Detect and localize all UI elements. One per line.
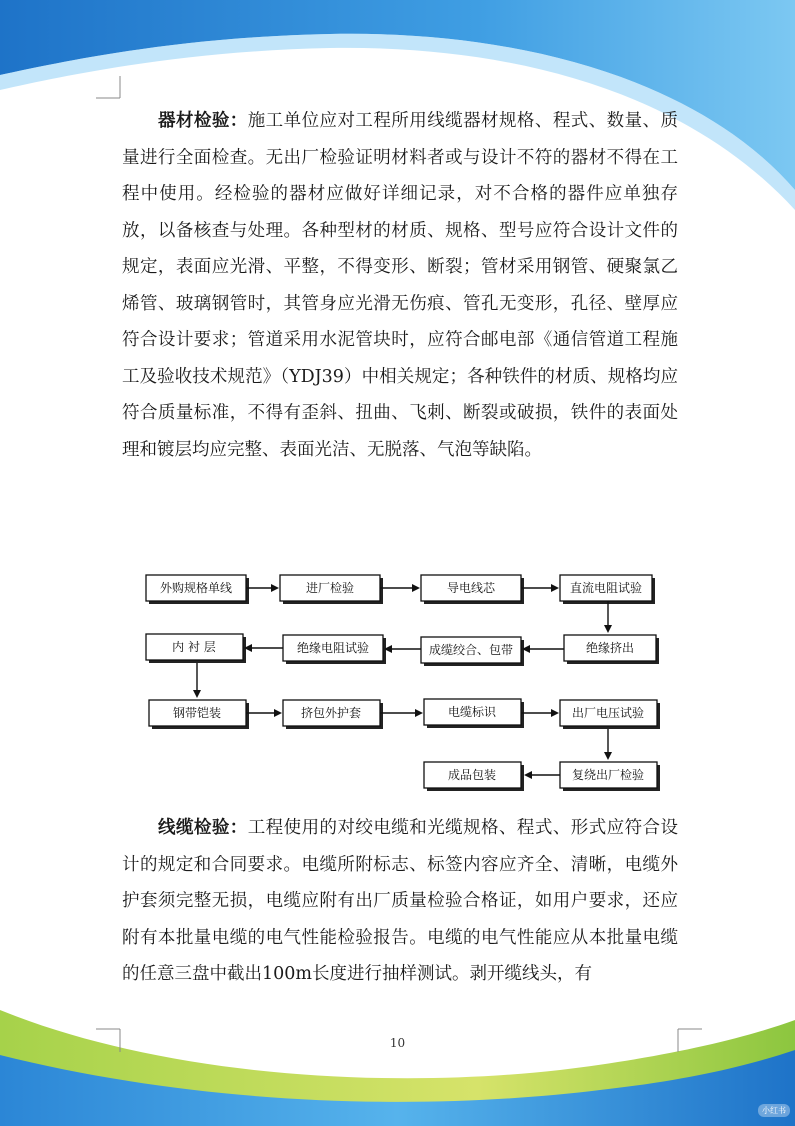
flow-step-steel-tape-armoring (149, 700, 249, 729)
watermark: 小红书 (758, 1104, 790, 1117)
flow-step-cabling-taping (421, 637, 524, 666)
flow-step-label: 绝缘挤出 (585, 641, 635, 655)
flow-step-label: 导电线芯 (446, 581, 496, 595)
flow-arrows (193, 584, 612, 779)
flow-step-insulation-extrusion (564, 635, 659, 664)
flow-step-inner-lining (146, 634, 246, 663)
page-number: 10 (389, 1036, 406, 1050)
flow-step-finished-packaging (424, 762, 524, 791)
flow-step-label: 成缆绞合、包带 (428, 643, 514, 657)
flow-step-label: 挤包外护套 (300, 706, 362, 720)
cable-inspection-text: 工程使用的对绞电缆和光缆规格、程式、形式应符合设计的规定和合同要求。电缆所附标志、标签内容应齐全、清晰，电缆外护套须完整无损，电缆应附有出厂质量检验合格证，如用户要求，还应附有本批量电缆的电气性能检验报告。电缆的电气性能应从本批量电缆的任意三盘中截出100m长度进行抽样测试。剥开缆线头，有 (122, 818, 679, 984)
flow-step-label: 出厂电压试验 (571, 706, 645, 720)
flow-step-label: 内 衬 层 (172, 640, 216, 654)
flow-step-label: 电缆标识 (447, 705, 497, 719)
cable-inspection-heading: 线缆检验： (158, 818, 248, 838)
flow-step-label: 外购规格单线 (159, 581, 233, 595)
flow-step-label: 直流电阻试验 (569, 581, 643, 595)
equipment-inspection-text: 施工单位应对工程所用线缆器材规格、程式、数量、质量进行全面检查。无出厂检验证明材料者或与设计不符的器材不得在工程中使用。经检验的器材应做好详细记录，对不合格的器件应单独存放，以备核查与处理。各种型材的材质、规格、型号应符合设计文件的规定，表面应光滑、平整，不得变形、断裂；管材采用钢管、硬聚氯乙烯管、玻璃钢管时，其管身应光滑无伤痕、管孔无变形，孔径、壁厚应符合设计要求；管道采用水泥管块时，应符合邮电部《通信管道工程施工及验收技术规范》（YDJ39）中相关规定；各种铁件的材质、规格均应符合质量标准，不得有歪斜、扭曲、飞刺、断裂或破损，铁件的表面处理和镀层均应完整、表面光洁、无脱落、气泡等缺陷。 (122, 111, 679, 460)
flow-step-outer-sheath-extrusion (283, 700, 383, 729)
flow-step-label: 成品包装 (447, 768, 497, 782)
flow-step-purchased-wire (146, 575, 249, 604)
flow-step-conductor-core (421, 575, 524, 604)
flow-step-label: 进厂检验 (305, 581, 355, 595)
flow-step-rewind-final-inspection (560, 762, 660, 791)
equipment-inspection-heading: 器材检验： (158, 111, 248, 131)
flow-step-label: 复绕出厂检验 (571, 768, 645, 782)
flow-step-incoming-inspection (280, 575, 383, 604)
flow-step-factory-voltage-test (560, 700, 660, 729)
flow-step-dc-resistance-test (560, 575, 655, 604)
flow-step-label: 钢带铠装 (172, 706, 222, 720)
flow-step-label: 绝缘电阻试验 (296, 641, 370, 655)
flow-step-insulation-resistance-test (283, 635, 386, 664)
flow-step-cable-marking (424, 699, 524, 728)
